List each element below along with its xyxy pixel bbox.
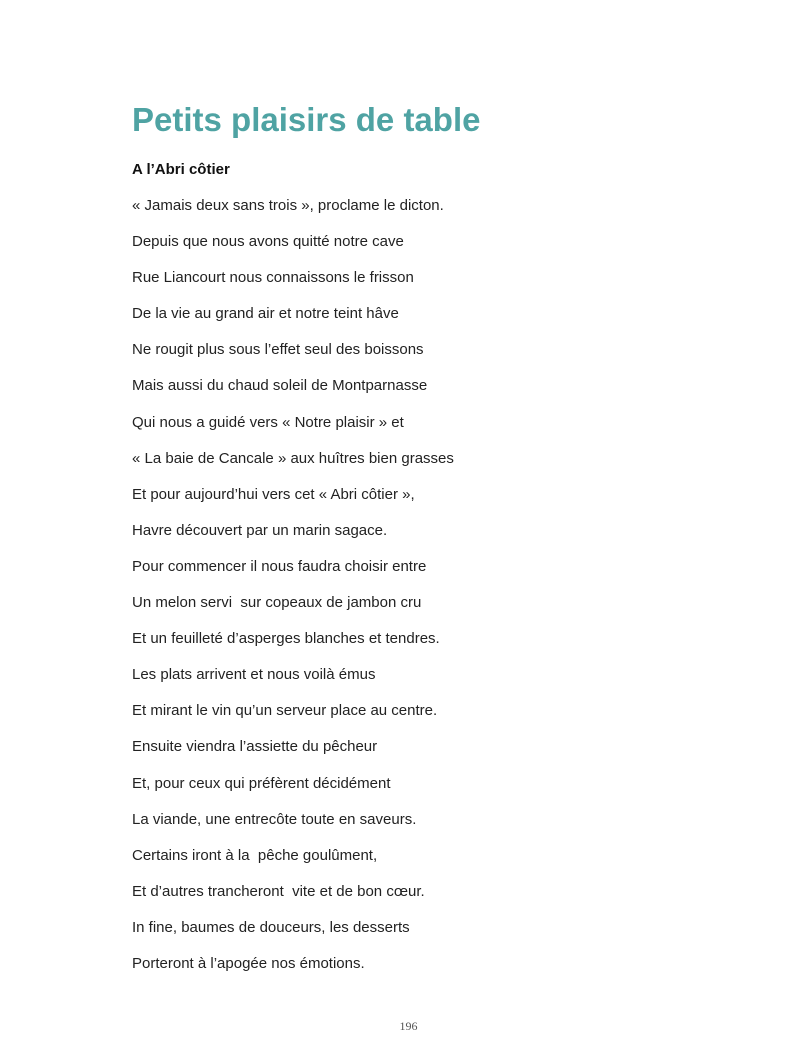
poem-line: De la vie au grand air et notre teint hâve bbox=[132, 305, 399, 323]
poem-line: Qui nous a guidé vers « Notre plaisir » et bbox=[132, 413, 404, 431]
poem-line: La viande, une entrecôte toute en saveurs. bbox=[132, 810, 417, 828]
poem-line: In fine, baumes de douceurs, les desserts bbox=[132, 918, 410, 936]
poem-line: Les plats arrivent et nous voilà émus bbox=[132, 666, 376, 684]
poem-line: Porteront à l’apogée nos émotions. bbox=[132, 954, 365, 972]
poem-line: Et un feuilleté d’asperges blanches et tendres. bbox=[132, 630, 440, 648]
poem-line: Et pour aujourd’hui vers cet « Abri côtier », bbox=[132, 485, 415, 503]
poem-body bbox=[132, 196, 454, 990]
poem-line: Un melon servi sur copeaux de jambon cru bbox=[132, 594, 422, 612]
poem-line: Ensuite viendra l’assiette du pêcheur bbox=[132, 738, 378, 756]
poem-line: Et mirant le vin qu’un serveur place au centre. bbox=[132, 702, 438, 720]
poem-line: Pour commencer il nous faudra choisir entre bbox=[132, 557, 427, 575]
poem-subtitle: A l’Abri côtier bbox=[132, 161, 230, 178]
poem-line: Et, pour ceux qui préfèrent décidément bbox=[132, 774, 391, 792]
poem-line: Et d’autres trancheront vite et de bon cœur. bbox=[132, 882, 425, 900]
poem-line: Depuis que nous avons quitté notre cave bbox=[132, 233, 404, 251]
page-number: 196 bbox=[399, 1019, 418, 1033]
poem-line: Ne rougit plus sous l’effet seul des boissons bbox=[132, 341, 424, 359]
page-title: Petits plaisirs de table bbox=[132, 101, 481, 138]
poem-line: « La baie de Cancale » aux huîtres bien grasses bbox=[132, 449, 454, 467]
poem-line: Havre découvert par un marin sagace. bbox=[132, 521, 388, 539]
poem-line: Certains iront à la pêche goulûment, bbox=[132, 846, 378, 864]
poem-line: « Jamais deux sans trois », proclame le dicton. bbox=[132, 197, 444, 214]
poem-line: Mais aussi du chaud soleil de Montparnasse bbox=[132, 377, 428, 395]
poem-line: Rue Liancourt nous connaissons le frisson bbox=[132, 269, 414, 287]
